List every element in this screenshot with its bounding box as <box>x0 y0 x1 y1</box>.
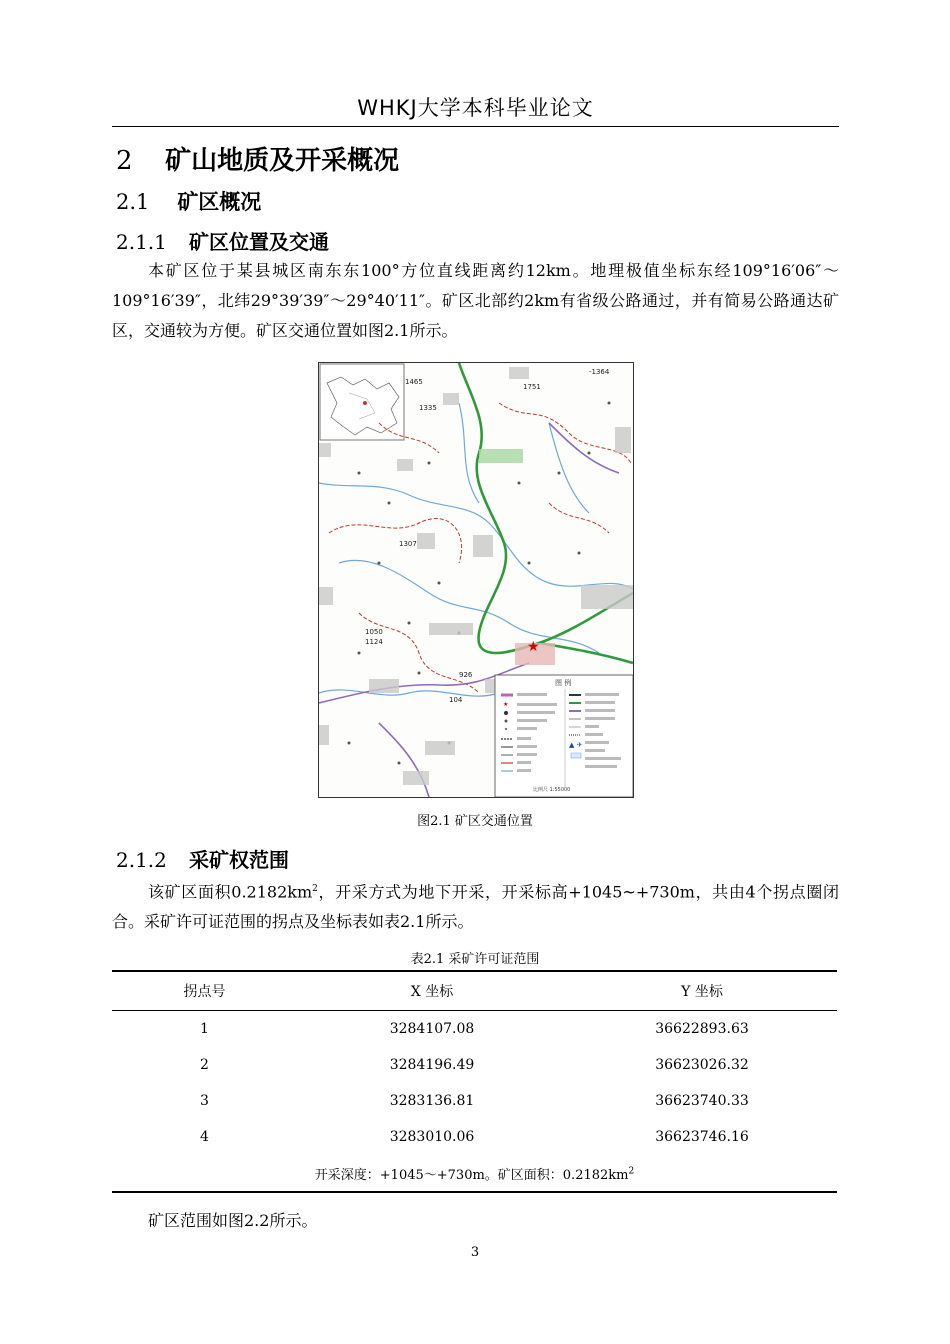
svg-text:★: ★ <box>503 701 509 708</box>
table-row <box>112 1011 837 1048</box>
column-header: Y 坐标 <box>681 984 723 1000</box>
elevation-label: 1050 <box>365 628 383 636</box>
map-legend <box>495 675 633 797</box>
svg-text:▲ ✈: ▲ ✈ <box>569 741 583 749</box>
x-coordinate: 3283136.81 <box>389 1093 475 1109</box>
figure-caption: 图2.1 矿区交通位置 <box>417 814 533 829</box>
x-coordinate: 3284196.49 <box>389 1057 475 1073</box>
column-header: 拐点号 <box>183 984 226 1000</box>
elevation-label: 1307 <box>399 540 417 548</box>
mining-right-text: 该矿区面积$0.2182km^2$，开采方式为地下开采，开采标高+1045~+730m，共由4个拐点圈闭合。采矿许可证范围的拐点及坐标表如表2.1所示。 <box>112 882 839 932</box>
elevation-label: 1465 <box>405 378 423 386</box>
header-title: WHKJ大学本科毕业论文 <box>357 96 594 120</box>
column-header: X 坐标 <box>410 984 454 1000</box>
table-footer-row <box>112 1155 837 1192</box>
subsection-number-1: 2.1.1 <box>116 230 167 254</box>
point-number: 1 <box>200 1021 209 1037</box>
section-heading <box>116 186 261 216</box>
table-caption: 表2.1 采矿许可证范围 <box>410 952 540 967</box>
traffic-location-map <box>318 362 634 798</box>
chapter-number: 2 <box>116 146 133 176</box>
subsection-number-2: 2.1.2 <box>116 848 167 872</box>
mine-site-icon: ★ <box>527 639 540 655</box>
y-coordinate: 36623740.33 <box>655 1093 749 1109</box>
elevation-label: 104 <box>449 696 463 704</box>
point-number: 2 <box>200 1057 209 1073</box>
table-row <box>112 1047 837 1083</box>
elevation-label: 1751 <box>523 383 541 391</box>
subsection-title-2: 采矿权范围 <box>188 848 289 872</box>
map-graphic <box>319 363 633 797</box>
subsection-title-1: 矿区位置及交通 <box>188 230 329 254</box>
point-number: 3 <box>200 1093 209 1109</box>
closing-paragraph <box>112 1206 839 1236</box>
chapter-title: 矿山地质及开采概况 <box>165 146 400 176</box>
section-title: 矿区概况 <box>177 190 262 214</box>
location-text: 本矿区位于某县城区南东东100°方位直线距离约12km。地理极值坐标东经109°16′06″～109°16′39″，北纬29°39′39″～29°40′11″。矿区北部约2km有省级公路通过，并有简易公路通达矿区，交通较为方便。矿区交通位置如图2.1所示。 <box>112 261 839 340</box>
table-row <box>112 1083 837 1119</box>
page-number: 3 <box>470 1245 480 1260</box>
section-number: 2.1 <box>116 190 150 214</box>
elevation-label: 1335 <box>419 404 437 412</box>
inset-map <box>320 364 404 440</box>
elevation-label: 926 <box>459 671 473 679</box>
map-scale: 比例尺 1:55000 <box>533 787 571 793</box>
coordinates-table <box>112 970 837 1193</box>
chapter-heading <box>116 140 399 177</box>
elevation-label: 1124 <box>365 638 383 646</box>
x-coordinate: 3284107.08 <box>389 1021 475 1037</box>
y-coordinate: 36622893.63 <box>655 1021 749 1037</box>
subsection-heading-1 <box>116 226 329 255</box>
y-coordinate: 36623746.16 <box>655 1129 749 1145</box>
subsection-heading-2 <box>116 844 289 873</box>
table-footnote: 开采深度：+1045～+730m。矿区面积：$0.2182km^2$ <box>112 1155 837 1192</box>
table-row <box>112 1119 837 1155</box>
elevation-label: -1364 <box>589 368 610 376</box>
mining-right-paragraph <box>112 874 839 937</box>
legend-title: 图 例 <box>555 679 572 687</box>
page-header <box>112 92 839 127</box>
table-header-row <box>112 971 837 1011</box>
x-coordinate: 3283010.06 <box>389 1129 475 1145</box>
location-paragraph <box>112 256 839 346</box>
y-coordinate: 36623026.32 <box>655 1057 749 1073</box>
point-number: 4 <box>200 1129 209 1145</box>
closing-text: 矿区范围如图2.2所示。 <box>148 1211 318 1230</box>
